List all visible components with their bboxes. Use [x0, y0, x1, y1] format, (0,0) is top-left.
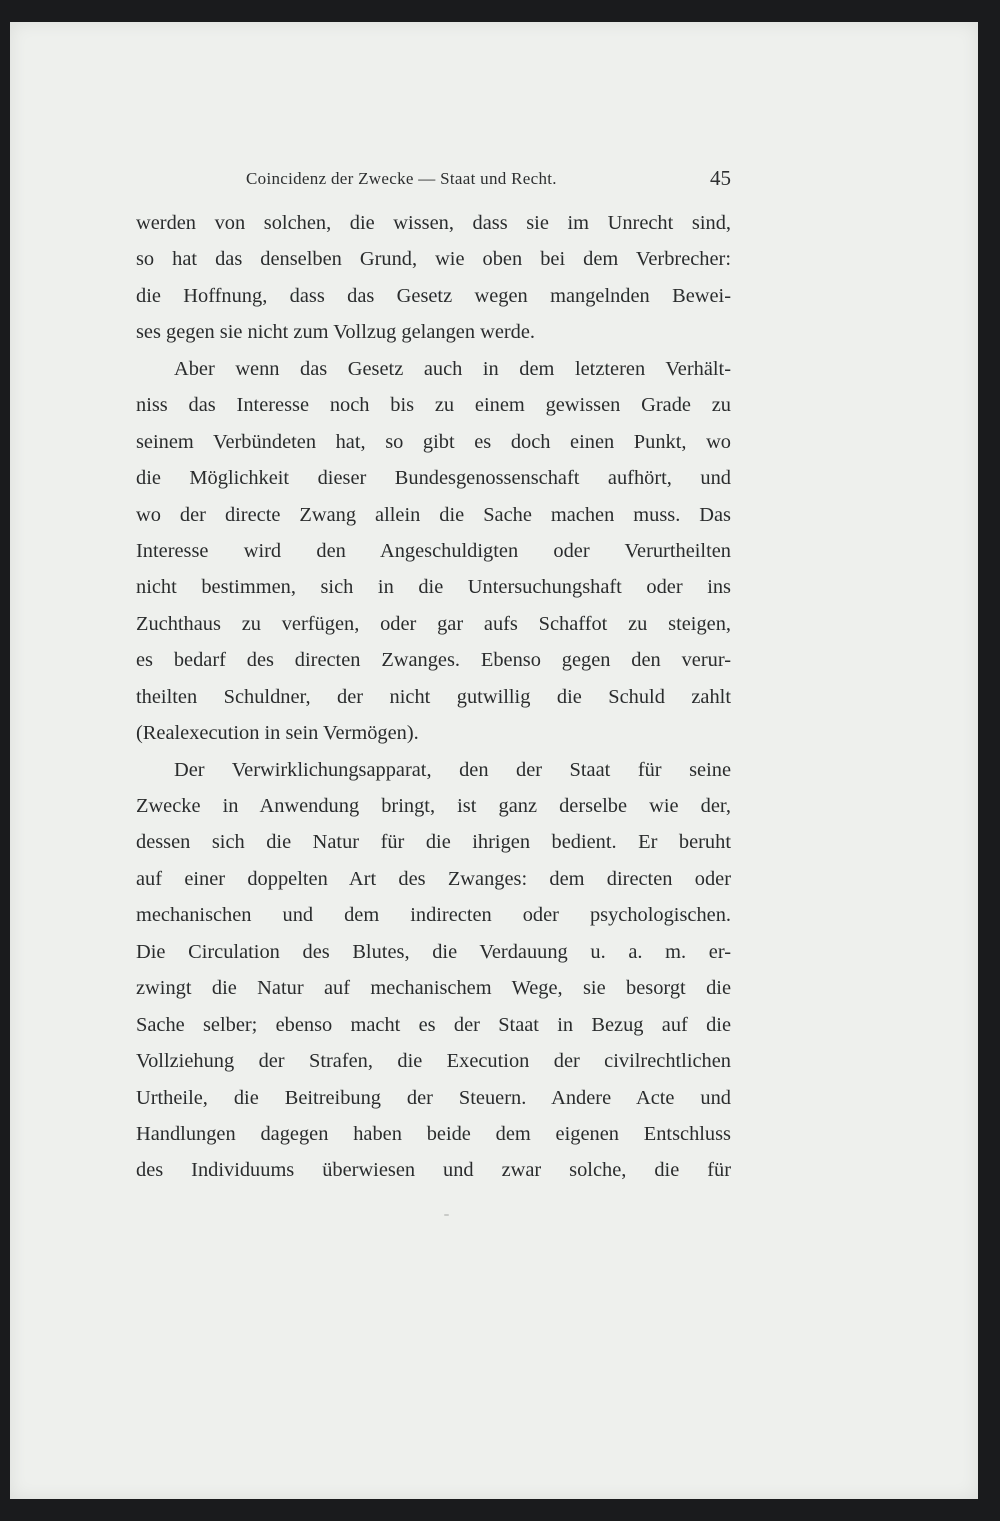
text-line: Zwecke in Anwendung bringt, ist ganz derselbe wie der,: [136, 795, 731, 817]
text-line: des Individuums überwiesen und zwar solche, die für: [136, 1159, 731, 1182]
text-line: es bedarf des directen Zwanges. Ebenso gegen den verur-: [136, 649, 731, 672]
text-line: mechanischen und dem indirecten oder psychologischen.: [136, 904, 731, 927]
text-line: dessen sich die Natur für die ihrigen bedient. Er beruht: [136, 831, 731, 854]
text-line: auf einer doppelten Art des Zwanges: dem directen oder: [136, 867, 731, 890]
text-line: Aber wenn das Gesetz auch in dem letzteren Verhält-: [174, 357, 731, 380]
text-line: werden von solchen, die wissen, dass sie im Unrecht sind,: [136, 212, 731, 234]
text-line: Zuchthaus zu verfügen, oder gar aufs Schaffot zu steigen,: [136, 612, 731, 635]
text-line: seinem Verbündeten hat, so gibt es doch einen Punkt, wo: [136, 430, 731, 453]
text-line: theilten Schuldner, der nicht gutwillig die Schuld zahlt: [136, 685, 731, 708]
text-line: die Möglichkeit dieser Bundesgenossenschaft aufhört, und: [136, 467, 731, 490]
page-header: [136, 160, 731, 200]
text-line: zwingt die Natur auf mechanischem Wege, sie besorgt die: [136, 977, 731, 1000]
text-line: Die Circulation des Blutes, die Verdauung u. a. m. er-: [136, 940, 731, 963]
text-line: so hat das denselben Grund, wie oben bei dem Verbrecher:: [136, 248, 731, 271]
page-number: 45: [710, 166, 731, 190]
text-line: ses gegen sie nicht zum Vollzug gelangen werde.: [136, 321, 536, 344]
text-line: nicht bestimmen, sich in die Untersuchungshaft oder ins: [136, 576, 731, 599]
text-line: Sache selber; ebenso macht es der Staat in Bezug auf die: [136, 1013, 731, 1036]
text-line: Handlungen dagegen haben beide dem eigenen Entschluss: [136, 1122, 731, 1145]
text-line: Vollziehung der Strafen, die Execution der civilrechtlichen: [136, 1050, 731, 1073]
text-line: wo der directe Zwang allein die Sache machen muss. Das: [136, 503, 731, 526]
paper-speck: [444, 1214, 449, 1216]
text-line: die Hoffnung, dass das Gesetz wegen mangelnden Bewei-: [136, 284, 731, 307]
running-head: Coincidenz der Zwecke — Staat und Recht.: [246, 169, 557, 188]
body-text: [136, 205, 731, 1189]
text-line: Der Verwirklichungsapparat, den der Staat für seine: [174, 758, 731, 781]
text-line: niss das Interesse noch bis zu einem gewissen Grade zu: [136, 394, 731, 417]
text-line: (Realexecution in sein Vermögen).: [136, 722, 419, 745]
text-line: Interesse wird den Angeschuldigten oder Verurtheilten: [136, 539, 731, 562]
text-line: Urtheile, die Beitreibung der Steuern. Andere Acte und: [136, 1086, 731, 1109]
